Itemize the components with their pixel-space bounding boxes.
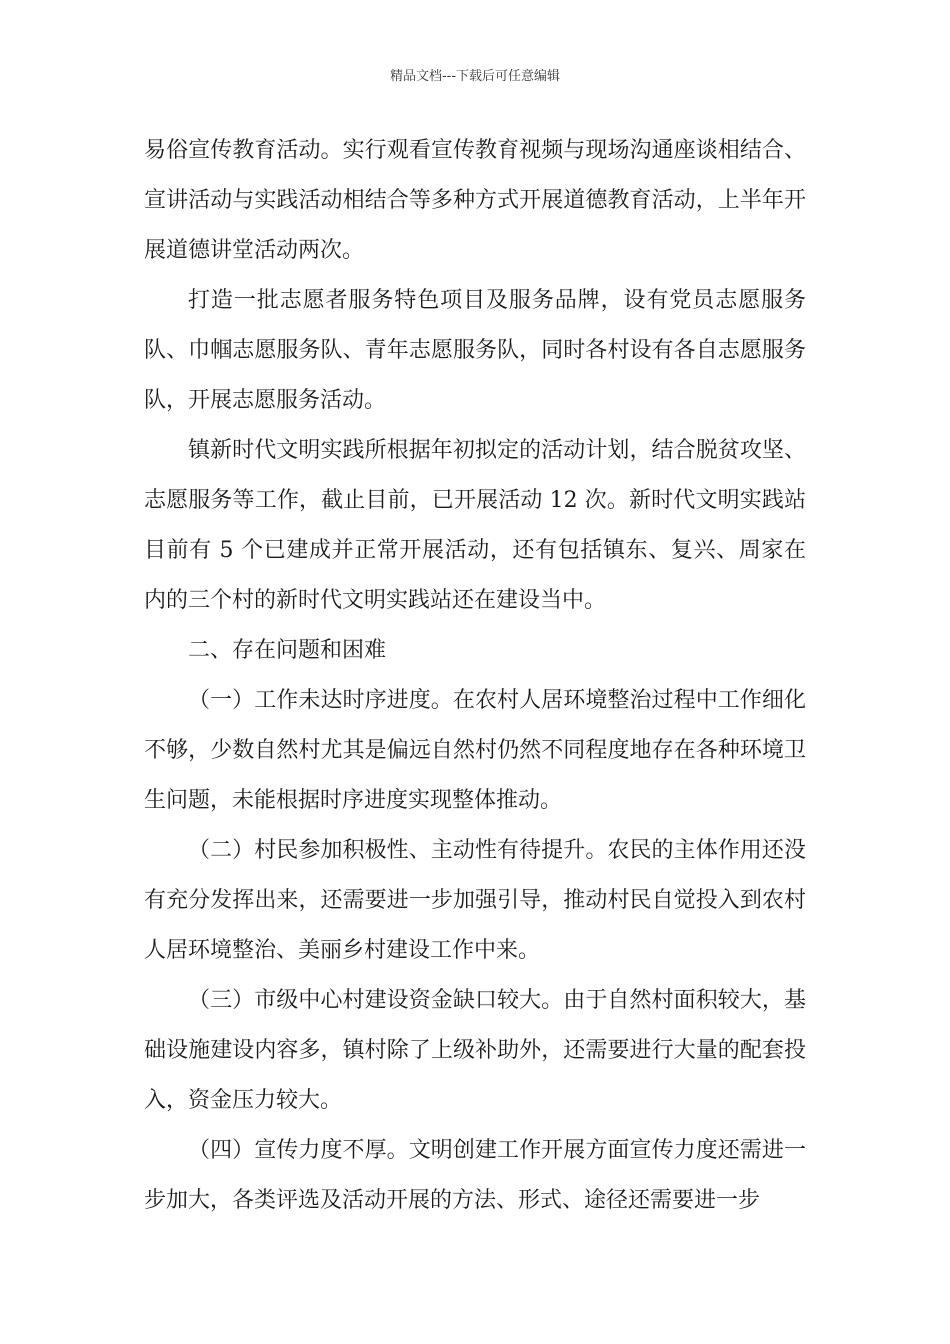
- paragraph-issue-3: （三）市级中心村建设资金缺口较大。由于自然村面积较大，基础设施建设内容多，镇村除了上级补助外，还需要进行大量的配套投入，资金压力较大。: [144, 988, 806, 1113]
- paragraph-issue-4: （四）宣传力度不厚。文明创建工作开展方面宣传力度还需进一步加大，各类评选及活动开展的方法、形式、途径还需要进一步: [144, 1138, 806, 1213]
- page-header: 精品文档---下载后可任意编辑: [389, 69, 561, 84]
- paragraph-1: 易俗宣传教育活动。实行观看宣传教育视频与现场沟通座谈相结合、宣讲活动与实践活动相结合等多种方式开展道德教育活动，上半年开展道德讲堂活动两次。: [144, 138, 806, 263]
- paragraph-issue-2: （二）村民参加积极性、主动性有待提升。农民的主体作用还没有充分发挥出来，还需要进一步加强引导，推动村民自觉投入到农村人居环境整治、美丽乡村建设工作中来。: [144, 838, 806, 963]
- document-body: [144, 126, 806, 1226]
- section-heading: 二、存在问题和困难: [188, 638, 387, 663]
- paragraph-issue-1: （一）工作未达时序进度。在农村人居环境整治过程中工作细化不够，少数自然村尤其是偏远自然村仍然不同程度地存在各种环境卫生问题，未能根据时序进度实现整体推动。: [144, 688, 806, 813]
- paragraph-2: 打造一批志愿者服务特色项目及服务品牌，设有党员志愿服务队、巾帼志愿服务队、青年志愿服务队，同时各村设有各自志愿服务队，开展志愿服务活动。: [144, 288, 806, 413]
- paragraph-3: 镇新时代文明实践所根据年初拟定的活动计划，结合脱贫攻坚、志愿服务等工作，截止目前，已开展活动 12 次。新时代文明实践站目前有 5 个已建成并正常开展活动，还有包括镇东、复兴、周家在内的三个村的新时代文明实践站还在建设当中。: [144, 438, 806, 613]
